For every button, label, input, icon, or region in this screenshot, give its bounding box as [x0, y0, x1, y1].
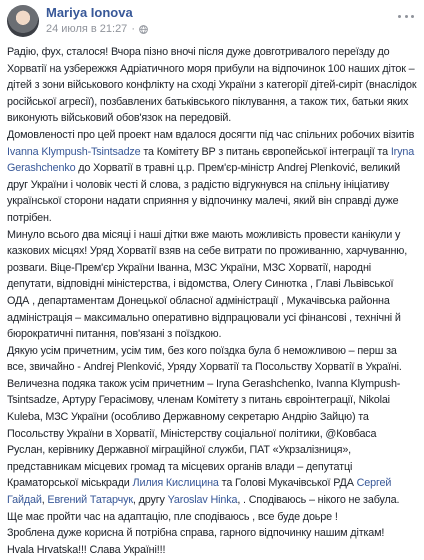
post-paragraph: Минуло всього два місяці і наші дітки вже мають можливість провести канікули у казкових місцях! Уряд Хорватії взяв на себе витрати по проживанню, харчуванню, розваги. Віце-Прем'єр України Іванна, МЗС України, МЗС Хорватії, народні депутати, відповідні міністерства, і відомства, Олегу Синютка , Главі Львівської ОДА , департаментам Донецької обласної адміністрації , Мукачівська районна адміністрація – максимально оперативно відпрацювали усі фінансові , технічні й бюрократичні питання, пов'язані з поїздкою. — [7, 228, 408, 341]
post-paragraph — [7, 343, 417, 509]
text-span: , — [41, 494, 48, 507]
post-paragraph: Hvala Hrvatska!!! Слава Україні!!! — [7, 543, 166, 556]
mention-link[interactable]: Евгений Татарчук — [47, 494, 133, 507]
post-paragraph — [7, 127, 417, 227]
mention-link[interactable]: Ivanna Klympush-Tsintsadze — [7, 145, 141, 158]
post-paragraph: Радію, фух, сталося! Вчора пізно вночі після дуже довготривалого переїзду до Хорватії на узбережжя Адріатичного моря прибули на відпочинок 100 наших діток – дітей з зони військового конфлікту на сході України з категорії дітей-сиріт (внаслідок російської агресії), позбавлених батьківського піклування, а також тих, батьки яких виконують військовий обов'язок на передовій. — [7, 46, 417, 125]
text-span: та Голові Мукачівської РДА — [218, 477, 357, 490]
meta-separator: · — [131, 23, 135, 35]
post-body — [7, 44, 417, 558]
text-span: , другу — [132, 494, 168, 507]
post-header — [0, 0, 424, 44]
post-timestamp-link[interactable]: 24 июля в 21:27 — [46, 23, 128, 35]
post-meta — [46, 23, 148, 35]
text-span: та Комітету ВР з питань європейської інтеграції та — [140, 145, 391, 158]
author-name-link[interactable]: Mariya Ionova — [46, 5, 133, 20]
author-avatar[interactable] — [7, 5, 39, 37]
mention-link[interactable]: Лилия Кислицина — [132, 477, 219, 490]
mention-link[interactable]: Сергей Гайдай — [7, 477, 392, 507]
mention-link[interactable]: Iryna Gerashchenko — [7, 145, 415, 175]
text-span: до Хорватії в травні ц.р. Прем'єр-міністр Andrej Plenković, великий друг України і чоловік честі й слова, з радістю відгукнувся на спільну ініціативу української сторони надати сприяння у відпочинку малечі, який він справді дуже потрібен. — [7, 162, 401, 224]
more-options-icon[interactable] — [398, 10, 414, 22]
globe-icon[interactable] — [139, 25, 148, 34]
post-paragraph: Зроблена дуже корисна й потрібна справа, гарного відпочинку нашим діткам! — [7, 527, 385, 540]
text-span: , . Сподіваюсь – нікого не забула. — [237, 494, 400, 507]
post-paragraph: Ще має пройти час на адаптацію, пле сподіваюсь , все буде доьре ! — [7, 510, 338, 523]
text-span: Дякую усім причетним, усім тим, без кого поїздка була б неможливою – перш за все, звичайно - Andrej Plenković, Уряду Хорватії та Посольству Хорватії в Україні. Величезна подяка також усім причетним – Iryna Gerashchenko, Ivanna Klympush-Tsintsadze, Артуру Герасімову, членам Комітету з питань євроінтеграції, Nikolai Kuleba, МЗС України (особливо Державному секретарю Андрію Зайцю) та Посольству України в Хорватії, Міністерству соціальної політики, @Ковбаса Руслан, керівнику Державної міграційної служби, ПАТ «Укрзалізниця», представникам місцевих громад та місцевих органів влади – депутатці Краматорської міськради — [7, 344, 402, 490]
mention-link[interactable]: Yaroslav Hinka — [167, 494, 238, 507]
text-span: Домовленості про цей проект нам вдалося досягти під час спільних робочих візитів — [7, 128, 415, 141]
